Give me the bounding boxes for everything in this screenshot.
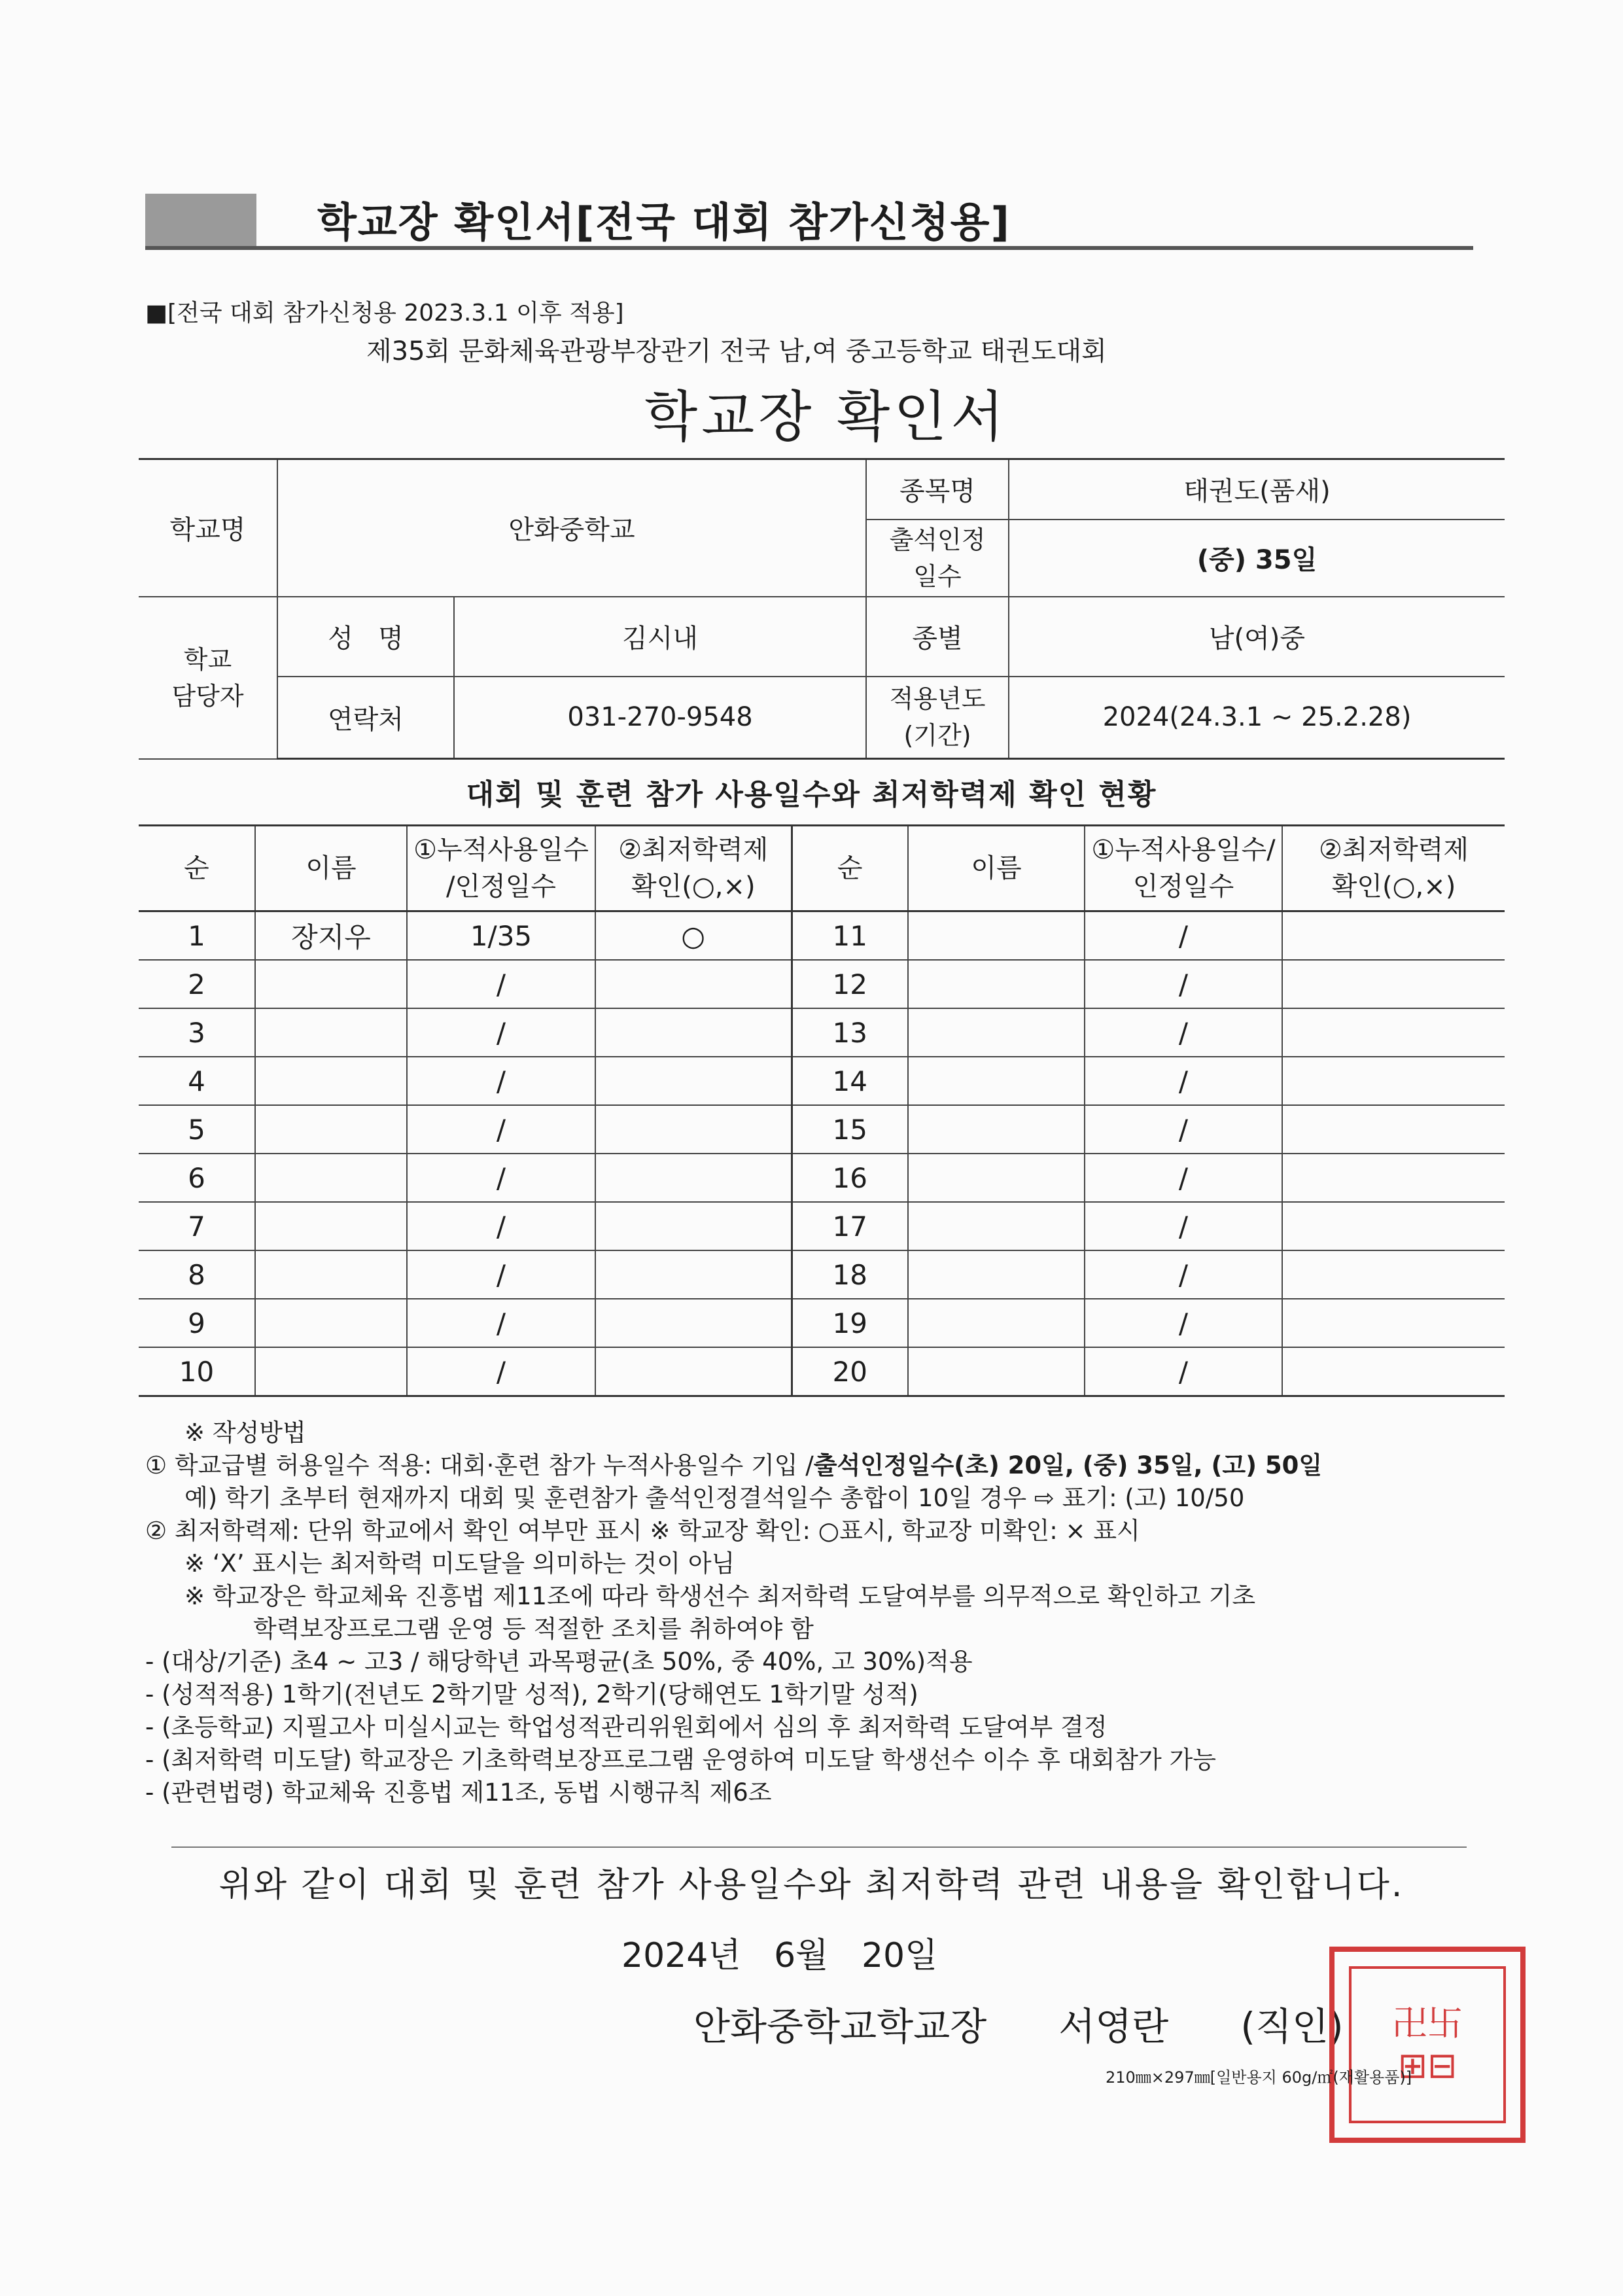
table-row [139,1008,1505,1057]
row-name [908,1008,1085,1057]
row-name [908,1299,1085,1347]
row-check [595,1105,792,1154]
row-seq: 5 [139,1105,255,1154]
page-title: 학교장 확인서 [644,385,1008,449]
row-check [1282,1057,1505,1105]
row-check [595,1250,792,1299]
row-name [255,1008,407,1057]
col-days-right: ①누적사용일수/ 인정일수 [1085,826,1282,911]
row-seq: 6 [139,1154,255,1202]
row-check [1282,1299,1505,1347]
row-days: / [1085,1008,1282,1057]
school-name-value: 안화중학교 [277,459,866,597]
row-days: / [1085,1154,1282,1202]
row-name [255,1347,407,1396]
row-seq: 13 [792,1008,908,1057]
manager-label: 학교 담당자 [139,597,277,759]
row-days: / [407,1347,595,1396]
row-check [1282,1105,1505,1154]
school-info-table [139,458,1505,760]
instruction-line: 예) 학기 초부터 현재까지 대회 및 훈련참가 출석인정결석일수 총합이 10일 경우 ⇨ 표기: (고) 10/50 [184,1484,1245,1512]
table-row [139,1202,1505,1250]
row-days: / [1085,911,1282,961]
row-check [595,1299,792,1347]
row-seq: 12 [792,960,908,1008]
year-label: 적용년도 (기간) [866,677,1009,759]
row-days: / [407,1154,595,1202]
row-name [255,1105,407,1154]
col-min-academic-right: ②최저학력제 확인(○,×) [1282,826,1505,911]
row-days: / [407,960,595,1008]
row-check [595,1347,792,1396]
row-check [1282,960,1505,1008]
instruction-line: ② 최저학력제: 단위 학교에서 확인 여부만 표시 ※ 학교장 확인: ○표시, 학교장 미확인: × 표시 [145,1517,1140,1545]
instruction-line: 학력보장프로그램 운영 등 적절한 조치를 취하여야 함 [253,1615,814,1643]
roster-header-row [139,826,1505,911]
col-name: 이름 [255,826,407,911]
instruction-line: - (초등학교) 지필고사 미실시교는 학업성적관리위원회에서 심의 후 최저학력 도달여부 결정 [145,1713,1108,1741]
row-check [595,1202,792,1250]
table-row [139,1154,1505,1202]
title-accent-bar [145,194,256,246]
row-name [908,1347,1085,1396]
row-name [255,1299,407,1347]
row-seq: 1 [139,911,255,961]
row-days: / [1085,1057,1282,1105]
row-days: / [1085,1202,1282,1250]
row-seq: 17 [792,1202,908,1250]
row-check [595,960,792,1008]
application-note: ■[전국 대회 참가신청용 2023.3.1 이후 적용] [145,300,624,327]
official-seal-stamp [1329,1947,1526,2143]
row-seq: 3 [139,1008,255,1057]
principal-name: 서영란 [1058,2004,1169,2049]
instruction-line: ① 학교급별 허용일수 적용: 대회·훈련 참가 누적사용일수 기입 /출석인정일수(초) 20일, (중) 35일, (고) 50일 [145,1451,1323,1479]
row-check [1282,1347,1505,1396]
table-row [139,1250,1505,1299]
row-check [1282,911,1505,961]
writing-instructions [145,1417,1519,1809]
row-name [255,1057,407,1105]
col-seq: 순 [139,826,255,911]
col-seq-right: 순 [792,826,908,911]
row-name [255,960,407,1008]
table-row [139,1299,1505,1347]
row-days: / [1085,960,1282,1008]
attendance-days-value: (중) 35일 [1009,520,1505,597]
row-seq: 4 [139,1057,255,1105]
row-name [255,1202,407,1250]
row-name [255,1154,407,1202]
table-row [139,1057,1505,1105]
row-name [908,1154,1085,1202]
instruction-line: ※ 학교장은 학교체육 진흥법 제11조에 따라 학생선수 최저학력 도달여부를 의무적으로 확인하고 기초 [184,1582,1256,1610]
table-row [139,1105,1505,1154]
principal-signature-line [693,1996,1344,2051]
row-days: / [1085,1105,1282,1154]
table-row [139,1347,1505,1396]
gender-label: 종별 [866,597,1009,677]
competition-name: 제35회 문화체육관광부장관기 전국 남,여 중고등학교 태권도대회 [366,336,1107,366]
row-name [908,960,1085,1008]
principal-title: 안화중학교학교장 [693,2004,987,2049]
event-label: 종목명 [866,459,1009,520]
roster-section-title: 대회 및 훈련 참가 사용일수와 최저학력제 확인 현황 [466,778,1157,811]
row-days: 1/35 [407,911,595,961]
row-seq: 16 [792,1154,908,1202]
row-seq: 20 [792,1347,908,1396]
row-check [595,1154,792,1202]
row-name: 장지우 [255,911,407,961]
row-seq: 19 [792,1299,908,1347]
seal-icon: 卍卐 ⊞⊟ [1392,2003,1463,2086]
row-seq: 14 [792,1057,908,1105]
manager-name-value: 김시내 [454,597,866,677]
row-seq: 8 [139,1250,255,1299]
table-row [139,911,1505,961]
year-value: 2024(24.3.1 ~ 25.2.28) [1009,677,1505,759]
row-check [595,1057,792,1105]
contact-label: 연락처 [277,677,454,759]
contact-value: 031-270-9548 [454,677,866,759]
instructions-heading: ※ 작성방법 [184,1419,306,1447]
row-seq: 10 [139,1347,255,1396]
row-seq: 11 [792,911,908,961]
paper-spec: 210㎜×297㎜[일반용지 60g/㎡(재활용품)] [1106,2068,1412,2087]
row-name [908,1057,1085,1105]
gender-value: 남(여)중 [1009,597,1505,677]
instruction-line: - (성적적용) 1학기(전년도 2학기말 성적), 2학기(당해연도 1학기말 성적) [145,1680,918,1708]
row-seq: 7 [139,1202,255,1250]
col-days: ①누적사용일수 /인정일수 [407,826,595,911]
instruction-line: ※ ‘X’ 표시는 최저학력 미도달을 의미하는 것이 아님 [184,1549,735,1578]
table-row [139,960,1505,1008]
row-name [908,1202,1085,1250]
row-name [255,1250,407,1299]
row-days: / [407,1105,595,1154]
row-name [908,1250,1085,1299]
confirmation-statement: 위와 같이 대회 및 훈련 참가 사용일수와 최저학력 관련 내용을 확인합니다. [218,1865,1405,1905]
document-header-title: 학교장 확인서[전국 대회 참가신청용] [317,198,1011,246]
row-days: / [407,1250,595,1299]
row-check: ○ [595,911,792,961]
attendance-days-label: 출석인정 일수 [866,520,1009,597]
row-seq: 18 [792,1250,908,1299]
row-check [1282,1202,1505,1250]
row-name [908,1105,1085,1154]
row-days: / [407,1202,595,1250]
row-check [1282,1250,1505,1299]
footer-divider [171,1846,1467,1848]
row-days: / [407,1299,595,1347]
instruction-line: - (관련법령) 학교체육 진흥법 제11조, 동법 시행규칙 제6조 [145,1778,772,1807]
row-check [1282,1008,1505,1057]
row-days: / [1085,1299,1282,1347]
row-name [908,911,1085,961]
instruction-line: - (최저학력 미도달) 학교장은 기초학력보장프로그램 운영하여 미도달 학생선수 이수 후 대회참가 가능 [145,1746,1217,1774]
athlete-roster-table [139,824,1505,1397]
row-days: / [1085,1347,1282,1396]
row-days: / [407,1057,595,1105]
row-seq: 15 [792,1105,908,1154]
seal-label: (직인) [1240,2004,1344,2049]
row-seq: 9 [139,1299,255,1347]
school-name-label: 학교명 [139,459,277,597]
col-name-right: 이름 [908,826,1085,911]
row-days: / [1085,1250,1282,1299]
manager-name-label: 성 명 [277,597,454,677]
row-check [595,1008,792,1057]
event-value: 태권도(품새) [1009,459,1505,520]
row-days: / [407,1008,595,1057]
row-seq: 2 [139,960,255,1008]
col-min-academic: ②최저학력제 확인(○,×) [595,826,792,911]
instruction-line: - (대상/기준) 초4 ~ 고3 / 해당학년 과목평균(초 50%, 중 40%, 고 30%)적용 [145,1648,973,1676]
issue-date: 2024년 6월 20일 [621,1936,938,1975]
row-check [1282,1154,1505,1202]
